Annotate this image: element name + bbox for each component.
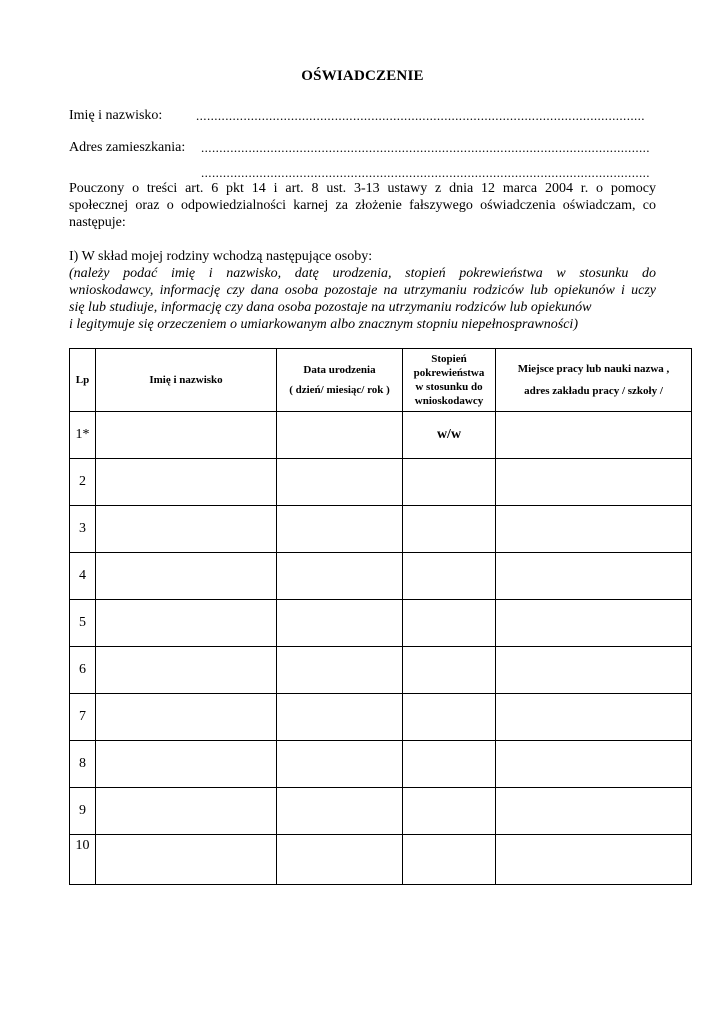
row-workplace-cell[interactable] bbox=[496, 412, 692, 459]
document-title: OŚWIADCZENIE bbox=[301, 68, 424, 84]
row-workplace-cell[interactable] bbox=[496, 694, 692, 741]
row-name-cell[interactable] bbox=[96, 835, 277, 885]
header-workplace-line-1: Miejsce pracy lub nauki nazwa , bbox=[517, 363, 670, 375]
row-workplace-cell[interactable] bbox=[496, 741, 692, 788]
instruction-line: wnioskodawcy, informację czy dana osoba pozostaje na utrzymaniu rodziców lub opiekunów i uczy bbox=[69, 283, 656, 298]
row-lp: 3 bbox=[70, 506, 96, 553]
header-birth-date bbox=[277, 349, 403, 412]
row-name-cell[interactable] bbox=[96, 741, 277, 788]
family-heading: I) W skład mojej rodziny wchodzą następujące osoby: bbox=[69, 249, 373, 264]
row-lp: 1* bbox=[70, 412, 96, 459]
statement-paragraph bbox=[69, 180, 656, 231]
row-name-cell[interactable] bbox=[96, 412, 277, 459]
table-row bbox=[70, 412, 692, 459]
statement-line: społecznej oraz o odpowiedzialności karnej za złożenie fałszywego oświadczenia oświadczam, co bbox=[69, 198, 656, 213]
row-lp: 6 bbox=[70, 647, 96, 694]
family-section bbox=[69, 248, 656, 333]
row-name-cell[interactable] bbox=[96, 647, 277, 694]
row-name-cell[interactable] bbox=[96, 553, 277, 600]
row-birth-cell[interactable] bbox=[277, 741, 403, 788]
row-lp: 5 bbox=[70, 600, 96, 647]
row-birth-cell[interactable] bbox=[277, 694, 403, 741]
row-workplace-cell[interactable] bbox=[496, 553, 692, 600]
header-relation-line: pokrewieństwa bbox=[413, 367, 485, 379]
row-relation-cell[interactable] bbox=[403, 506, 496, 553]
table-row bbox=[70, 553, 692, 600]
row-name-cell[interactable] bbox=[96, 506, 277, 553]
row-name-cell[interactable] bbox=[96, 788, 277, 835]
header-lp: Lp bbox=[70, 349, 96, 412]
row-lp: 2 bbox=[70, 459, 96, 506]
table-row bbox=[70, 741, 692, 788]
instruction-line: się lub studiuje, informację czy dana osoba pozostaje na utrzymaniu rodziców lub opiekunów bbox=[69, 300, 592, 315]
row-workplace-cell[interactable] bbox=[496, 835, 692, 885]
address-label: Adres zamieszkania: bbox=[69, 140, 186, 155]
row-lp: 9 bbox=[70, 788, 96, 835]
address-field[interactable]: ........................................................................................................................... bbox=[201, 140, 650, 155]
header-workplace bbox=[496, 349, 692, 412]
header-relation-line: w stosunku do bbox=[415, 381, 483, 393]
row-birth-cell[interactable] bbox=[277, 553, 403, 600]
header-name: Imię i nazwisko bbox=[96, 349, 277, 412]
row-birth-cell[interactable] bbox=[277, 835, 403, 885]
header-relation-line: Stopień bbox=[431, 353, 467, 365]
row-birth-cell[interactable] bbox=[277, 459, 403, 506]
row-birth-cell[interactable] bbox=[277, 788, 403, 835]
row-relation-cell[interactable] bbox=[403, 600, 496, 647]
family-members-table bbox=[69, 348, 692, 885]
table-row bbox=[70, 835, 692, 885]
table-header-row bbox=[70, 349, 692, 412]
row-workplace-cell[interactable] bbox=[496, 647, 692, 694]
row-relation-cell[interactable] bbox=[403, 741, 496, 788]
row-relation-cell[interactable] bbox=[403, 788, 496, 835]
instruction-line: (należy podać imię i nazwisko, datę urodzenia, stopień pokrewieństwa w stosunku do bbox=[69, 266, 656, 281]
header-workplace-line-2: adres zakładu pracy / szkoły / bbox=[524, 385, 663, 397]
row-lp: 10 bbox=[70, 835, 96, 885]
table-row bbox=[70, 694, 692, 741]
row-workplace-cell[interactable] bbox=[496, 600, 692, 647]
row-name-cell[interactable] bbox=[96, 459, 277, 506]
instruction-line: i legitymuje się orzeczeniem o umiarkowanym albo znacznym stopniu niepełnosprawności) bbox=[69, 317, 578, 332]
row-birth-cell[interactable] bbox=[277, 600, 403, 647]
row-relation-cell[interactable] bbox=[403, 459, 496, 506]
row-relation-cell[interactable]: w/w bbox=[403, 412, 496, 459]
row-name-cell[interactable] bbox=[96, 694, 277, 741]
header-birth-date-line-1: Data urodzenia bbox=[303, 364, 376, 376]
table-row bbox=[70, 788, 692, 835]
row-relation-cell[interactable] bbox=[403, 835, 496, 885]
table-row bbox=[70, 647, 692, 694]
row-relation-cell[interactable] bbox=[403, 553, 496, 600]
row-birth-cell[interactable] bbox=[277, 647, 403, 694]
row-workplace-cell[interactable] bbox=[496, 506, 692, 553]
header-relation bbox=[403, 349, 496, 412]
name-label: Imię i nazwisko: bbox=[69, 108, 163, 123]
row-relation-cell[interactable] bbox=[403, 694, 496, 741]
header-relation-line: wnioskodawcy bbox=[414, 395, 484, 407]
row-relation-cell[interactable] bbox=[403, 647, 496, 694]
row-birth-cell[interactable] bbox=[277, 506, 403, 553]
statement-line: następuje: bbox=[69, 215, 126, 230]
row-lp: 8 bbox=[70, 741, 96, 788]
header-birth-date-line-2: ( dzień/ miesiąc/ rok ) bbox=[289, 384, 390, 396]
row-birth-cell[interactable] bbox=[277, 412, 403, 459]
statement-line: Pouczony o treści art. 6 pkt 14 i art. 8 ust. 3-13 ustawy z dnia 12 marca 2004 r. o pomocy bbox=[69, 181, 656, 196]
row-name-cell[interactable] bbox=[96, 600, 277, 647]
row-workplace-cell[interactable] bbox=[496, 459, 692, 506]
table-row bbox=[70, 600, 692, 647]
table-row bbox=[70, 459, 692, 506]
table-row bbox=[70, 506, 692, 553]
address-field-line-2[interactable]: ........................................................................................................................... bbox=[201, 165, 650, 180]
row-lp: 7 bbox=[70, 694, 96, 741]
name-field[interactable]: ........................................................................................................................... bbox=[196, 108, 645, 123]
row-lp: 4 bbox=[70, 553, 96, 600]
row-workplace-cell[interactable] bbox=[496, 788, 692, 835]
